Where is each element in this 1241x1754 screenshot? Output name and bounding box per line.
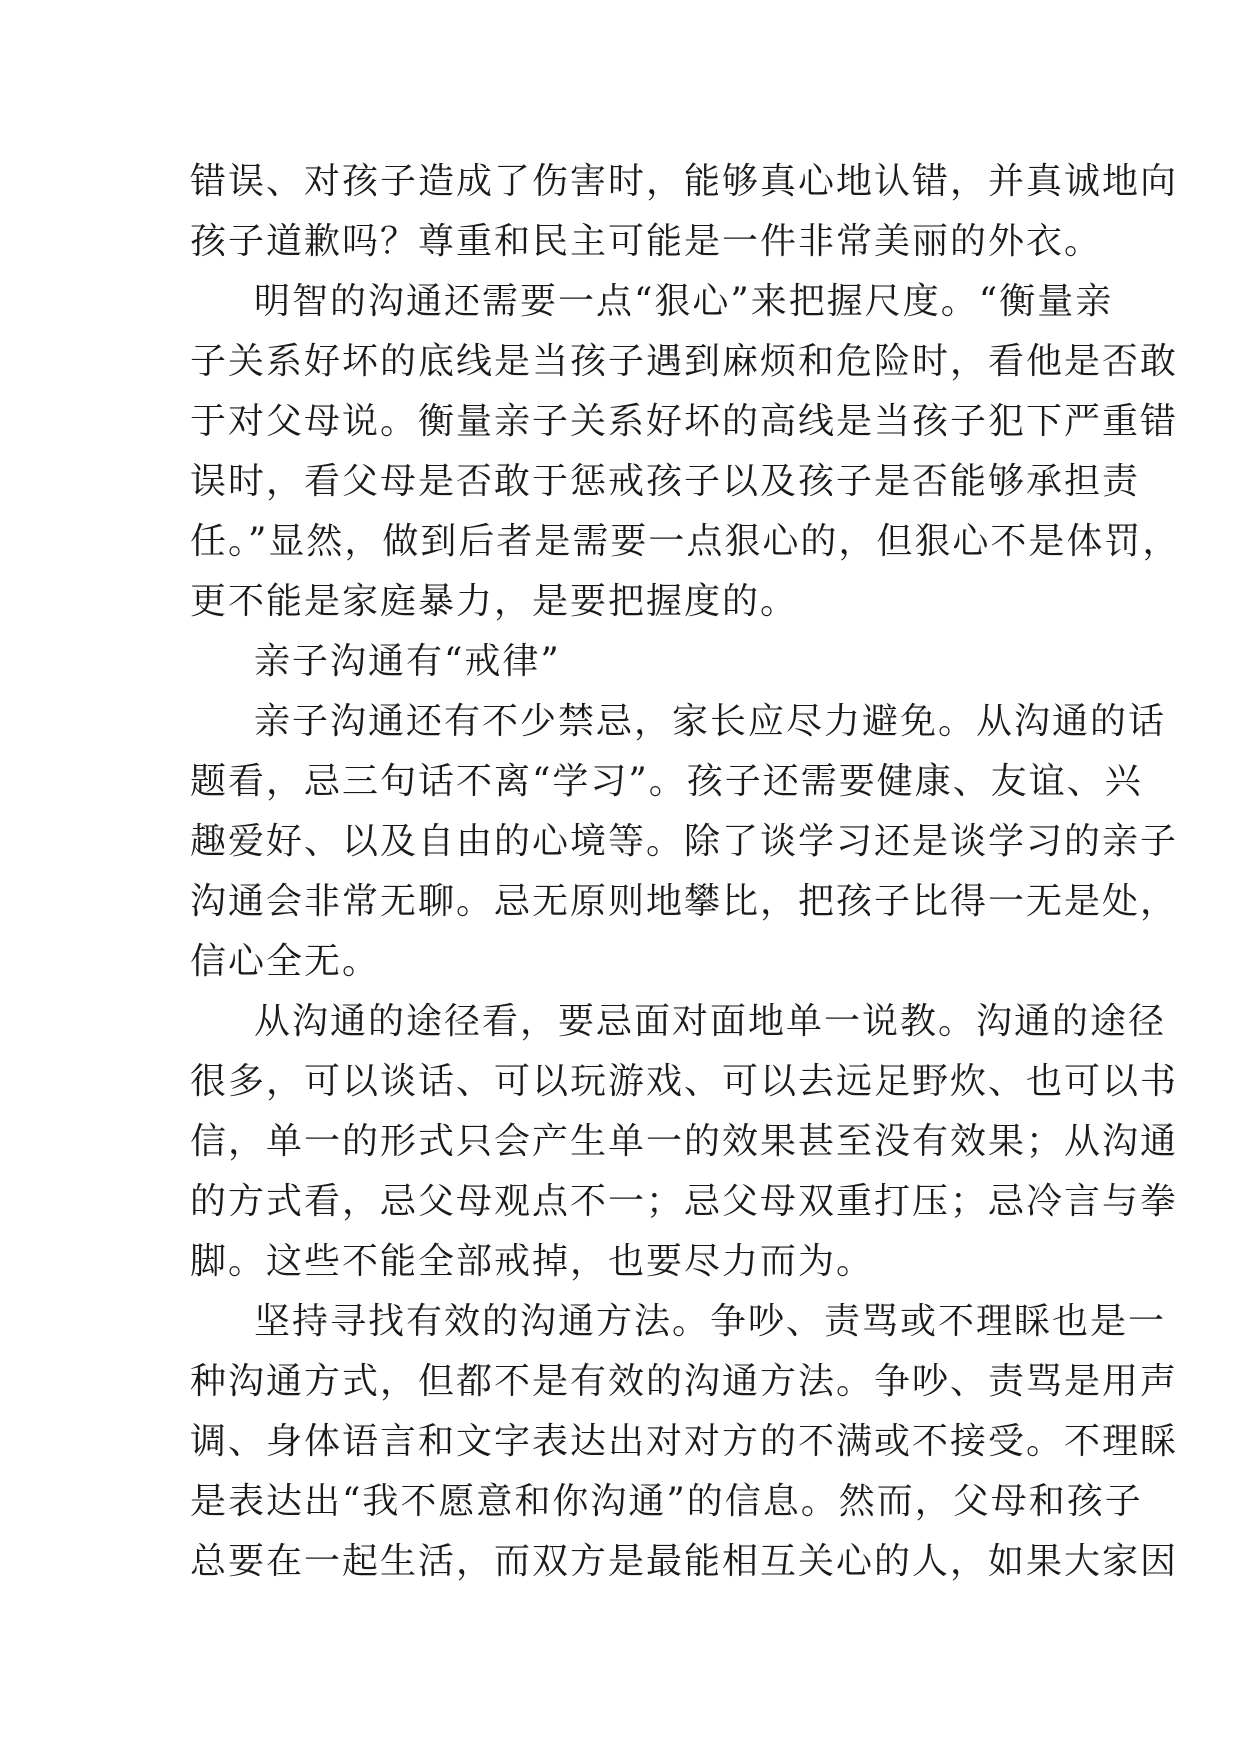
- paragraph-first-line: 从沟通的途径看，要忌面对面地单一说教。沟通的途径: [254, 1001, 1167, 1042]
- text-line: 信心全无。: [190, 941, 381, 982]
- text-line: 于对父母说。衡量亲子关系好坏的高线是当孩子犯下严重错: [190, 401, 1179, 442]
- text-line: 信，单一的形式只会产生单一的效果甚至没有效果；从沟通: [190, 1121, 1179, 1162]
- text-line: 沟通会非常无聊。忌无原则地攀比，把孩子比得一无是处，: [190, 881, 1179, 922]
- text-line: 的方式看，忌父母观点不一；忌父母双重打压；忌冷言与拳: [190, 1181, 1179, 1222]
- text-line: 子关系好坏的底线是当孩子遇到麻烦和危险时，看他是否敢: [190, 341, 1179, 382]
- text-line: 任。”显然，做到后者是需要一点狠心的，但狠心不是体罚，: [190, 521, 1181, 562]
- text-line: 调、身体语言和文字表达出对对方的不满或不接受。不理睬: [190, 1421, 1179, 1462]
- text-line: 更不能是家庭暴力，是要把握度的。: [190, 581, 799, 622]
- paragraph-first-line: 坚持寻找有效的沟通方法。争吵、责骂或不理睬也是一: [254, 1301, 1167, 1342]
- text-line: 脚。这些不能全部戒掉，也要尽力而为。: [190, 1241, 875, 1282]
- paragraph-first-line: 亲子沟通还有不少禁忌，家长应尽力避免。从沟通的话: [254, 701, 1167, 742]
- text-line: 是表达出“我不愿意和你沟通”的信息。然而，父母和孩子: [190, 1481, 1143, 1522]
- text-line: 孩子道歉吗？尊重和民主可能是一件非常美丽的外衣。: [190, 221, 1103, 262]
- text-line: 错误、对孩子造成了伤害时，能够真心地认错，并真诚地向: [190, 161, 1179, 202]
- text-line: 题看，忌三句话不离“学习”。孩子还需要健康、友谊、兴: [190, 761, 1143, 802]
- text-line: 总要在一起生活，而双方是最能相互关心的人，如果大家因: [190, 1541, 1179, 1582]
- body-text: [190, 152, 1181, 1592]
- text-line: 误时，看父母是否敢于惩戒孩子以及孩子是否能够承担责: [190, 461, 1141, 502]
- text-line: 种沟通方式，但都不是有效的沟通方法。争吵、责骂是用声: [190, 1361, 1179, 1402]
- paragraph-first-line: 亲子沟通有“戒律”: [254, 641, 561, 682]
- text-line: 很多，可以谈话、可以玩游戏、可以去远足野炊、也可以书: [190, 1061, 1179, 1102]
- paragraph-first-line: 明智的沟通还需要一点“狠心”来把握尺度。“衡量亲: [254, 281, 1114, 322]
- text-line: 趣爱好、以及自由的心境等。除了谈学习还是谈学习的亲子: [190, 821, 1179, 862]
